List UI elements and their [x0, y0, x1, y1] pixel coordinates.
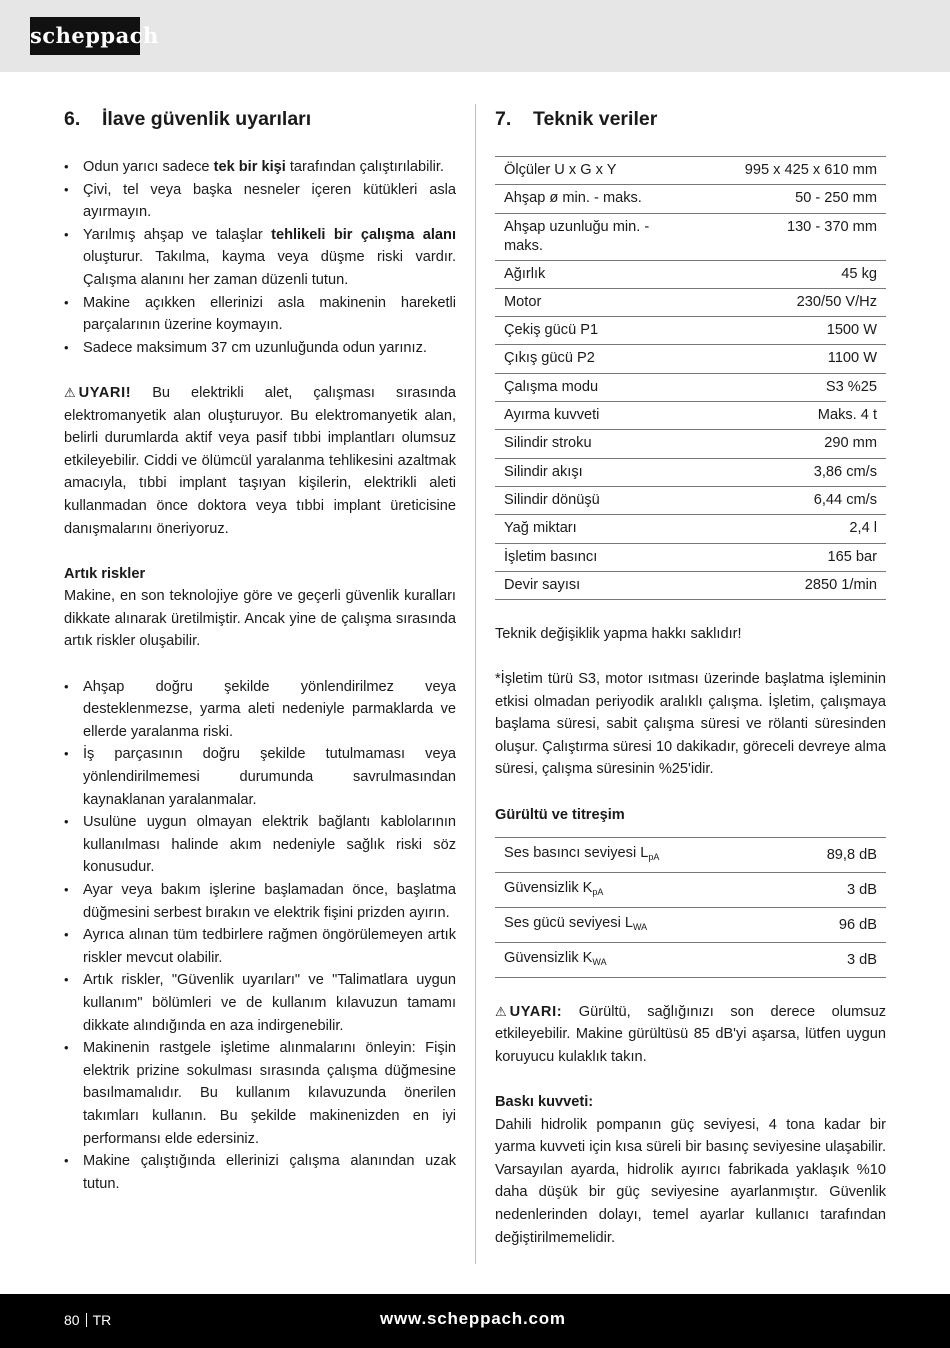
- technical-changes-note: Teknik değişiklik yapma hakkı saklıdır!: [495, 625, 742, 642]
- table-row: Ahşap ø min. - maks. 50 - 250 mm: [495, 185, 886, 213]
- noise-vibration-title: Gürültü ve titreşim: [495, 806, 625, 823]
- residual-risks-list: [64, 676, 456, 1196]
- list-item: • Çivi, tel veya başka nesneler içeren kütükleri asla ayırmayın.: [64, 179, 456, 224]
- warning-icon: ⚠: [64, 384, 76, 400]
- residual-risks-intro: Makine, en son teknolojiye göre ve geçerli güvenlik kuralları dikkate alınarak üretilmiştir. Ancak yine de çalışma sırasında artık riskler oluşabilir.: [64, 588, 456, 650]
- table-row: Silindir dönüşü 6,44 cm/s: [495, 486, 886, 514]
- section-number: 6.: [64, 108, 81, 130]
- emf-warning: [64, 382, 456, 540]
- language-code: TR: [92, 1312, 112, 1328]
- warning-label: UYARI!: [78, 384, 132, 401]
- section-title: İlave güvenlik uyarıları: [102, 108, 312, 130]
- warning-label: UYARI:: [509, 1003, 563, 1020]
- safety-bullet-list: [64, 156, 456, 359]
- list-item: • Sadece maksimum 37 cm uzunluğunda odun yarınız.: [64, 337, 456, 360]
- scheppach-logo: scheppach: [30, 17, 140, 55]
- pressure-title: Baskı kuvveti:: [495, 1094, 594, 1111]
- website-url: www.scheppach.com: [380, 1309, 566, 1328]
- list-item: • Ahşap doğru şekilde yönlendirilmez veya desteklenmezse, yarma aleti nedeniyle parmaklarda ve ellerde yaralanma riski.: [64, 676, 456, 744]
- table-row: Ses gücü seviyesi $L_{WA}$ 96 dB: [495, 908, 886, 943]
- list-item: • Odun yarıcı sadece tek bir kişi tarafından çalıştırılabilir.: [64, 156, 456, 179]
- page-indicator: [64, 1310, 111, 1330]
- right-column: [495, 104, 886, 1249]
- table-row: Ağırlık 45 kg: [495, 260, 886, 288]
- residual-risks-title: Artık riskler: [64, 565, 146, 582]
- table-row: Ayırma kuvveti Maks. 4 t: [495, 402, 886, 430]
- list-item: • Usulüne uygun olmayan elektrik bağlantı kablolarının kullanılması halinde akım nedeniyle sağlık riski söz konusudur.: [64, 811, 456, 879]
- warning-text: Gürültü, sağlığınızı son derece olumsuz etkileyebilir. Makine gürültüsü 85 dB'yi aşarsa, lütfen uygun koruyucu kulaklık takın.: [495, 1003, 886, 1065]
- list-item: • Ayrıca alınan tüm tedbirlere rağmen öngörülemeyen artık riskler mevcut olabilir.: [64, 924, 456, 969]
- table-row: Devir sayısı 2850 1/min: [495, 571, 886, 599]
- section-heading-safety: [64, 104, 456, 134]
- table-row: İşletim basıncı 165 bar: [495, 543, 886, 571]
- noise-warning: [495, 1001, 886, 1069]
- page-number: 80: [64, 1312, 80, 1328]
- left-column: [64, 104, 456, 1195]
- table-row: Güvensizlik $K_{pA}$ 3 dB: [495, 873, 886, 908]
- table-row: Çalışma modu S3 %25: [495, 373, 886, 401]
- table-row: Ölçüler U x G x Y 995 x 425 x 610 mm: [495, 157, 886, 185]
- technical-data-table: [495, 156, 886, 600]
- column-divider: [475, 104, 476, 1264]
- list-item: • Ayar veya bakım işlerine başlamadan önce, başlatma düğmesini serbest bırakın ve elektrik fişini prizden ayırın.: [64, 879, 456, 924]
- list-item: • Artık riskler, "Güvenlik uyarıları" ve "Talimatlara uygun kullanım" bölümleri ve de kullanım kılavuzun tamamı dikkate alındığında en aza indirgenebilir.: [64, 969, 456, 1037]
- section-number: 7.: [495, 108, 512, 130]
- table-row: Silindir stroku 290 mm: [495, 430, 886, 458]
- separator: [86, 1313, 87, 1327]
- list-item: • Makine çalıştığında ellerinizi çalışma alanından uzak tutun.: [64, 1150, 456, 1195]
- section-title: Teknik veriler: [533, 108, 658, 130]
- table-row: Çıkış gücü P2 1100 W: [495, 345, 886, 373]
- list-item: • Makine açıkken ellerinizi asla makinenin hareketli parçalarının üzerine koymayın.: [64, 292, 456, 337]
- table-row: Silindir akışı 3,86 cm/s: [495, 458, 886, 486]
- warning-icon: ⚠: [495, 1003, 507, 1019]
- table-row: Güvensizlik $K_{WA}$ 3 dB: [495, 943, 886, 978]
- table-row: Ahşap uzunluğu min. - maks. 130 - 370 mm: [495, 213, 886, 260]
- section-heading-technical: [495, 104, 886, 134]
- table-row: Çekiş gücü P1 1500 W: [495, 317, 886, 345]
- noise-table: [495, 837, 886, 978]
- page-footer: [0, 1294, 950, 1348]
- warning-text: Bu elektrikli alet, çalışması sırasında elektromanyetik alan oluşturuyor. Bu elektromanyetik alan, belirli durumlarda aktif veya pasif tıbbi implantları olumsuz etkileyebilir. Ciddi ve ölümcül yaralanma tehlikesini azaltmak amacıyla, tıbbi implant taşıyan kişilerin, elektrikli aleti kullanmadan önce doktora veya tıbbi implant üreticisine danışmalarını öneriyoruz.: [64, 384, 456, 537]
- table-row: Motor 230/50 V/Hz: [495, 288, 886, 316]
- list-item: • İş parçasının doğru şekilde tutulmaması veya yönlendirilmemesi durumunda savrulmasından kaynaklanan yaralanmalar.: [64, 743, 456, 811]
- page-header: [0, 0, 950, 72]
- table-row: Yağ miktarı 2,4 l: [495, 515, 886, 543]
- list-item: • Makinenin rastgele işletime alınmalarını önleyin: Fişin elektrik prizine sokulması sırasında çalışma düğmesine basılmamalıdır. Bu kullanım kılavuzunda önerilen takımları kullanın. Bu şekilde makinenizden en iyi performansı elde edersiniz.: [64, 1037, 456, 1150]
- table-row: Ses basıncı seviyesi $L_{pA}$ 89,8 dB: [495, 838, 886, 873]
- list-item: • Yarılmış ahşap ve talaşlar tehlikeli bir çalışma alanı oluşturur. Takılma, kayma veya düşme riski vardır. Çalışma alanını her zaman düzenli tutun.: [64, 224, 456, 292]
- s3-mode-note: *İşletim türü S3, motor ısıtması üzerinde başlatma işleminin etkisi olmadan periyodik aralıklı çalışma. İşletim, çalışmaya başlama süresi, sabit çalışma süresi ve rölanti süresinden oluşur. Çalıştırma süresi 10 dakikadır, göreceli devreye alma süresi, çalışma süresinin %25'idir.: [495, 670, 886, 778]
- pressure-text: Dahili hidrolik pompanın güç seviyesi, 4 tona kadar bir yarma kuvveti için kısa süreli bir basınç seviyesine ulaşabilir. Varsayılan ayarda, hidrolik ayırıcı fabrikada yaklaşık %10 daha düşük bir güç seviyesine ayarlanmıştır. Güvenlik nedenlerinden dolayı, temel ayarlar kullanıcı tarafından değiştirilmemelidir.: [495, 1116, 886, 1246]
